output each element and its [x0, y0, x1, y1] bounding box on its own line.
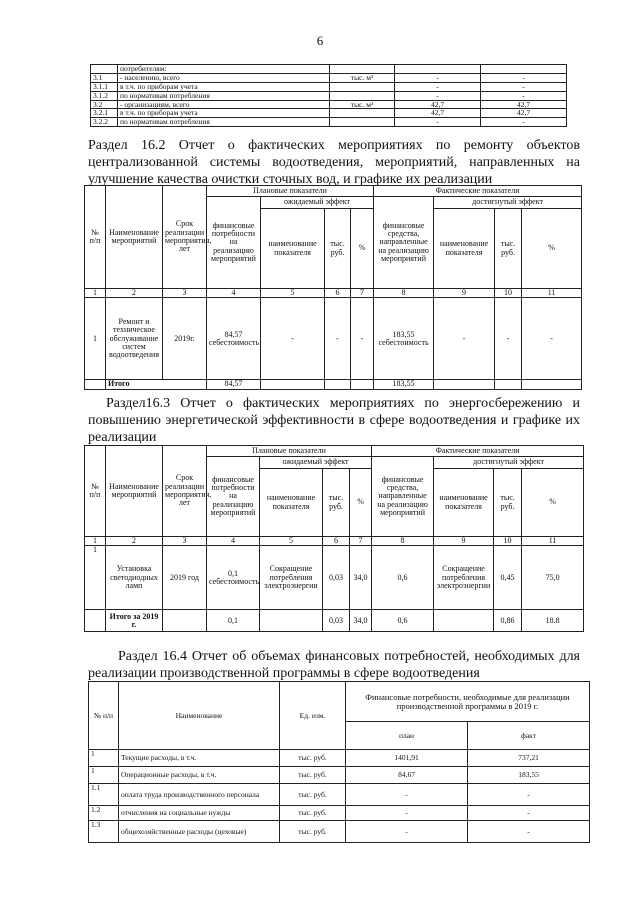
title-line: Раздел 16.2 Отчет о фактических мероприятиях по ремонту объектов: [88, 138, 580, 153]
consumption-table: [90, 64, 567, 127]
cell: 3.1.1: [91, 82, 118, 91]
total-label: Итого: [106, 380, 207, 389]
financial-needs-body: [89, 750, 590, 843]
cell: 1: [85, 298, 106, 380]
col-fact-fin: финансовые средства, направленные на реализацию мероприятий: [372, 457, 434, 537]
cell: 1401,91: [346, 750, 468, 767]
cell: 84,57: [207, 380, 261, 389]
col-expected: ожидаемый эффект: [261, 197, 374, 209]
cell: -: [351, 298, 374, 380]
cell: -: [481, 91, 567, 100]
cell: 34,0: [350, 546, 372, 610]
cell: -: [325, 298, 351, 380]
cell: -: [468, 806, 590, 821]
total-label: Итого за 2019 г.: [106, 610, 163, 632]
col-pct: %: [350, 469, 372, 537]
cell: 0,86: [494, 610, 522, 632]
column-number: 7: [351, 289, 374, 298]
col-plan: Плановые показатели: [207, 446, 372, 457]
table-row: [89, 784, 590, 806]
cell: 737,21: [468, 750, 590, 767]
cell: 2019 год: [163, 546, 207, 610]
title-line: повышению энергетической эффективности в сфере водоотведения и графике их: [88, 413, 580, 428]
col-achieved: достигнутый эффект: [434, 457, 584, 469]
cell: тыс. м³: [330, 73, 395, 82]
col-pct: %: [351, 209, 374, 289]
col-fact: факт: [468, 722, 590, 750]
cell: 42,7: [395, 100, 481, 109]
col-thous: тыс. руб.: [325, 209, 351, 289]
col-fact: Фактические показатели: [372, 446, 584, 457]
cell: 0,1: [207, 610, 260, 632]
column-number: 1: [85, 289, 106, 298]
cell: 3.1: [91, 73, 118, 82]
cell: 183,55: [374, 380, 434, 389]
col-fact: Фактические показатели: [374, 186, 582, 197]
cell: Операционные расходы, в т.ч.: [119, 767, 280, 784]
title-line: улучшение качества очистки сточных вод, и графике их реализации: [88, 172, 493, 187]
cell: -: [261, 298, 325, 380]
cell: - организациям, всего: [118, 100, 330, 109]
cell: 0,45: [494, 546, 522, 610]
col-term: Срок реализации мероприятия, лет: [163, 446, 207, 537]
col-achieved: достигнутый эффект: [434, 197, 582, 209]
cell: -: [481, 73, 567, 82]
column-number: 1: [85, 537, 106, 546]
column-number: 8: [372, 537, 434, 546]
col-expected: ожидаемый эффект: [260, 457, 372, 469]
col-ind-name: наименование показателя: [261, 209, 325, 289]
repair-measures-table: [84, 185, 582, 390]
col-no: № п/п: [85, 186, 106, 289]
column-number: 11: [522, 289, 582, 298]
cell: 1: [89, 767, 119, 784]
cell: тыс. руб.: [280, 821, 346, 843]
cell: 42,7: [481, 100, 567, 109]
cell: -: [481, 118, 567, 127]
cell: 1: [85, 546, 106, 610]
cell: - населению, всего: [118, 73, 330, 82]
cell: 42,7: [481, 109, 567, 118]
title-line: реализации производственной программы в сфере водоотведения: [88, 666, 480, 681]
table-row: [91, 82, 567, 91]
col-plan-fin: финансовые потребности на реализацию мероприятий: [207, 197, 261, 289]
col-ind-name: наименование показателя: [434, 209, 495, 289]
cell: 84,67: [346, 767, 468, 784]
cell: 84,57 себестоимость: [207, 298, 261, 380]
col-name: Наименование мероприятий: [106, 446, 163, 537]
column-number: 10: [494, 537, 522, 546]
table-row: [89, 821, 590, 843]
cell: тыс. м³: [330, 100, 395, 109]
cell: Ремонт и техническое обслуживание систем водоотведения: [106, 298, 163, 380]
col-ind-name: наименование показателя: [434, 469, 494, 537]
cell: Текущие расходы, в т.ч.: [119, 750, 280, 767]
cell: Установка светодиодных ламп: [106, 546, 163, 610]
cell: -: [522, 298, 582, 380]
cell: по нормативам потребления: [118, 118, 330, 127]
total-row: [85, 380, 582, 389]
col-term: Срок реализации мероприятия, лет: [163, 186, 207, 289]
cell: 183,55: [468, 767, 590, 784]
col-plan-fin: финансовые потребности на реализацию мероприятий: [207, 457, 260, 537]
cell: общехозяйственные расходы (цеховые): [119, 821, 280, 843]
col-no: № п/п: [85, 446, 106, 537]
column-number: 4: [207, 289, 261, 298]
column-number: 5: [260, 537, 323, 546]
cell: -: [395, 73, 481, 82]
cell: по нормативам потребления: [118, 91, 330, 100]
cell: 1.2: [89, 806, 119, 821]
cell: тыс. руб.: [280, 784, 346, 806]
column-number: 10: [495, 289, 522, 298]
cell: 0,6: [372, 546, 434, 610]
cell: 1.1: [89, 784, 119, 806]
column-number: 6: [325, 289, 351, 298]
cell: Сокращение потребления электроэнергии: [260, 546, 323, 610]
cell: 42,7: [395, 109, 481, 118]
column-number: 9: [434, 537, 494, 546]
cell: -: [346, 806, 468, 821]
cell: тыс. руб.: [280, 750, 346, 767]
table-row: [89, 806, 590, 821]
cell: [330, 109, 395, 118]
section-16-3-title: [88, 395, 580, 446]
cell: -: [495, 298, 522, 380]
energy-saving-table: [84, 445, 584, 632]
cell: -: [468, 821, 590, 843]
cell: 1: [89, 750, 119, 767]
consumption-table-body: [91, 65, 567, 127]
col-pct: %: [522, 469, 584, 537]
col-ind-name: наименование показателя: [260, 469, 323, 537]
cell: отчисления на социальные нужды: [119, 806, 280, 821]
column-number: 3: [163, 537, 207, 546]
cell: -: [434, 298, 495, 380]
table-row: [91, 118, 567, 127]
cell: -: [395, 118, 481, 127]
title-line: Раздел 16.4 Отчет об объемах финансовых потребностей, необходимых для: [118, 649, 580, 664]
cell: -: [395, 82, 481, 91]
col-plan: Плановые показатели: [207, 186, 374, 197]
cell: 34,0: [350, 610, 372, 632]
cell: 0,1 себестоимость: [207, 546, 260, 610]
cell: 0,6: [372, 610, 434, 632]
cell: 183,55 себестоимость: [374, 298, 434, 380]
section-16-2-title: [88, 137, 580, 188]
cell: [330, 82, 395, 91]
cell: -: [346, 821, 468, 843]
cell: тыс. руб.: [280, 767, 346, 784]
table-row: [89, 750, 590, 767]
column-numbers-row: [85, 289, 582, 298]
column-number: 5: [261, 289, 325, 298]
col-thous: тыс. руб.: [323, 469, 350, 537]
cell: 0,03: [323, 610, 350, 632]
table-row: [91, 73, 567, 82]
cell: -: [346, 784, 468, 806]
cell: потребителям:: [118, 65, 330, 74]
table-row: [85, 546, 584, 610]
cell: 0,03: [323, 546, 350, 610]
cell: 3.2.1: [91, 109, 118, 118]
table-row: [89, 767, 590, 784]
page-number: 6: [316, 33, 324, 48]
col-fact-fin: финансовые средства, направленные на реализацию мероприятий: [374, 197, 434, 289]
cell: 1.3: [89, 821, 119, 843]
cell: -: [395, 91, 481, 100]
column-number: 11: [522, 537, 584, 546]
column-number: 6: [323, 537, 350, 546]
cell: 18.8: [522, 610, 584, 632]
cell: 3.1.2: [91, 91, 118, 100]
column-number: 8: [374, 289, 434, 298]
column-number: 2: [106, 289, 163, 298]
table-row: [91, 91, 567, 100]
title-line: Раздел16.3 Отчет о фактических мероприятиях по энергосбережению и: [106, 396, 580, 411]
col-name: Наименование мероприятий: [106, 186, 163, 289]
cell: оплата труда производственного персонала: [119, 784, 280, 806]
financial-needs-table: [88, 681, 590, 843]
cell: тыс. руб.: [280, 806, 346, 821]
col-name: Наименование: [119, 682, 280, 750]
column-number: 9: [434, 289, 495, 298]
column-number: 7: [350, 537, 372, 546]
section-16-4-title: [88, 648, 580, 682]
cell: -: [481, 82, 567, 91]
column-number: 4: [207, 537, 260, 546]
cell: Сокращение потребления электроэнергии: [434, 546, 494, 610]
col-unit: Ед. изм.: [280, 682, 346, 750]
col-fin: Финансовые потребности, необходимые для реализации производственной программы в 2019 г.: [346, 682, 590, 722]
title-line: централизованной системы водоотведения, мероприятий, направленных на: [88, 155, 580, 170]
cell: в т.ч. по приборам учета: [118, 82, 330, 91]
cell: в т.ч. по приборам учета: [118, 109, 330, 118]
col-thous: тыс. руб.: [494, 469, 522, 537]
cell: 75,0: [522, 546, 584, 610]
col-no: № п/п: [89, 682, 119, 750]
table-row: [85, 298, 582, 380]
col-plan: план: [346, 722, 468, 750]
col-thous: тыс. руб.: [495, 209, 522, 289]
total-row: [85, 610, 584, 632]
column-numbers-row: [85, 537, 584, 546]
column-number: 2: [106, 537, 163, 546]
cell: 2019г.: [163, 298, 207, 380]
cell: [330, 91, 395, 100]
column-number: 3: [163, 289, 207, 298]
cell: [330, 118, 395, 127]
col-pct: %: [522, 209, 582, 289]
cell: 3.2.2: [91, 118, 118, 127]
cell: -: [468, 784, 590, 806]
title-line: реализации: [88, 430, 157, 445]
cell: 3.2: [91, 100, 118, 109]
